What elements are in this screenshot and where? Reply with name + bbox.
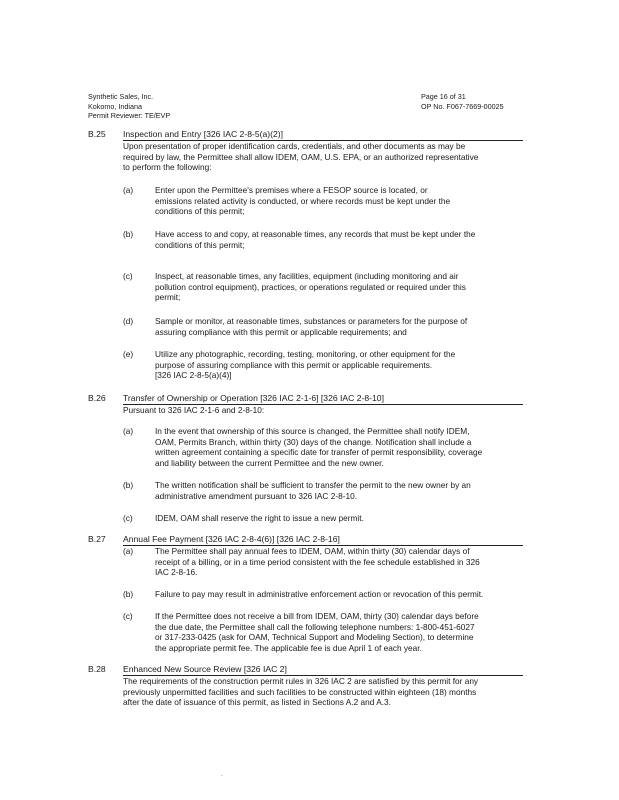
section-number: B.28 [88, 664, 106, 674]
header-location: Kokomo, Indiana [88, 101, 142, 111]
section-number: B.27 [88, 534, 106, 544]
section-title: Inspection and Entry [326 IAC 2-8-5(a)(2)] [123, 129, 284, 139]
section-title: Annual Fee Payment [326 IAC 2-8-4(6)] [326 IAC 2-8-16] [123, 534, 340, 544]
header-permit-number: OP No. F067-7669-00025 [421, 101, 504, 111]
header-page-number: Page 16 of 31 [421, 92, 466, 101]
section-number: B.25 [88, 129, 106, 139]
section-title: Transfer of Ownership or Operation [326 IAC 2-1-6] [326 IAC 2-8-10] [123, 393, 384, 403]
header-left [88, 92, 170, 121]
document-page: Synthetic Sales, Inc. Kokomo, Indiana Permit Reviewer: TE/EVP Page 16 of 31 OP No. F067-7669-00025 B.25 Inspection and Entry [326 IAC 2-8-5(a)(2)] Upon presentation of proper identification cards, credentials, and other documents as may be required by law, the Permittee shall allow IDEM, OAM, U.S. EPA, or an authorized representative to perform the following: (a) Enter upon the Permittee's premises where a FESOP source is located, or emissions related activity is conducted, or where records must be kept under the conditions of this permit; (b) Have access to and copy, at reasonable times, any records that must be kept under the conditions of this permit; (c) Inspect, at reasonable times, any facilities, equipment (including monitoring and air pollution control equipment), practices, or operations regulated or required under this permit; (d) Sample or monitor, at reasonable times, substances or parameters for the purpose of assuring compliance with this permit or applicable requirements; and (e) Utilize any photographic, recording, testing, monitoring, or other equipment for the purpose of assuring compliance with this permit or applicable requirements. [326 IAC 2-8-5(a)(4)] B.26 Transfer of Ownership or Operation [326 IAC 2-1-6] [326 IAC 2-8-10] Pursuant to 326 IAC 2-1-6 and 2-8-10: (a) In the event that ownership of this source is changed, the Permittee shall notify IDEM, OAM, Permits Branch, within thirty (30) days of the change. Notification shall include a written agreement containing a specific date for transfer of permit responsibility, coverage and liability between the current Permittee and the new owner. (b) The written notification shall be sufficient to transfer the permit to the new owner by an administrative amendment pursuant to 326 IAC 2-8-10. (c) IDEM, OAM shall reserve the right to issue a new permit. B.27 Annual Fee Payment [326 IAC 2-8-4(6)] [326 IAC 2-8-16] (a) The Permittee shall pay annual fees to IDEM, OAM, within thirty (30) calendar days of receipt of a billing, or in a time period consistent with the fee schedule established in 326 IAC 2-8-16. (b) Failure to pay may result in administrative enforcement action or revocation of this permit. (c) If the Permittee does not receive a bill from IDEM, OAM, thirty (30) calendar days before the due date, the Permittee shall call the following telephone numbers: 1-800-451-6027 or 317-233-0425 (ask for OAM, Technical Support and Modeling Section), to determine the appropriate permit fee. The applicable fee is due April 1 of each year. B.28 Enhanced New Source Review [326 IAC 2] The requirements of the construction permit rules in 326 IAC 2 are satisfied by this permit for any previously unpermitted facilities and such facilities to be constructed within eighteen (18) months after the date of issuance of this permit, as listed in Sections A.2 and A.3. . [0, 0, 619, 800]
footer-mark: . [221, 772, 223, 778]
section-title: Enhanced New Source Review [326 IAC 2] [123, 664, 287, 674]
section-intro: Upon presentation of proper identification cards, credentials, and other documents as may be required by law, the Permittee shall allow IDEM, OAM, U.S. EPA, or an authorized representative to perform the following: [123, 141, 479, 173]
section-intro: Pursuant to 326 IAC 2-1-6 and 2-8-10: [123, 405, 265, 415]
section-number: B.26 [88, 393, 106, 403]
section-intro: The requirements of the construction permit rules in 326 IAC 2 are satisfied by this permit for any previously unpermitted facilities and such facilities to be constructed within eighteen (18) months after the date of issuance of this permit, as listed in Sections A.2 and A.3. [123, 676, 479, 708]
header-company: Synthetic Sales, Inc. [88, 92, 154, 101]
header-right [421, 92, 504, 111]
header-reviewer: Permit Reviewer: TE/EVP [88, 111, 171, 120]
